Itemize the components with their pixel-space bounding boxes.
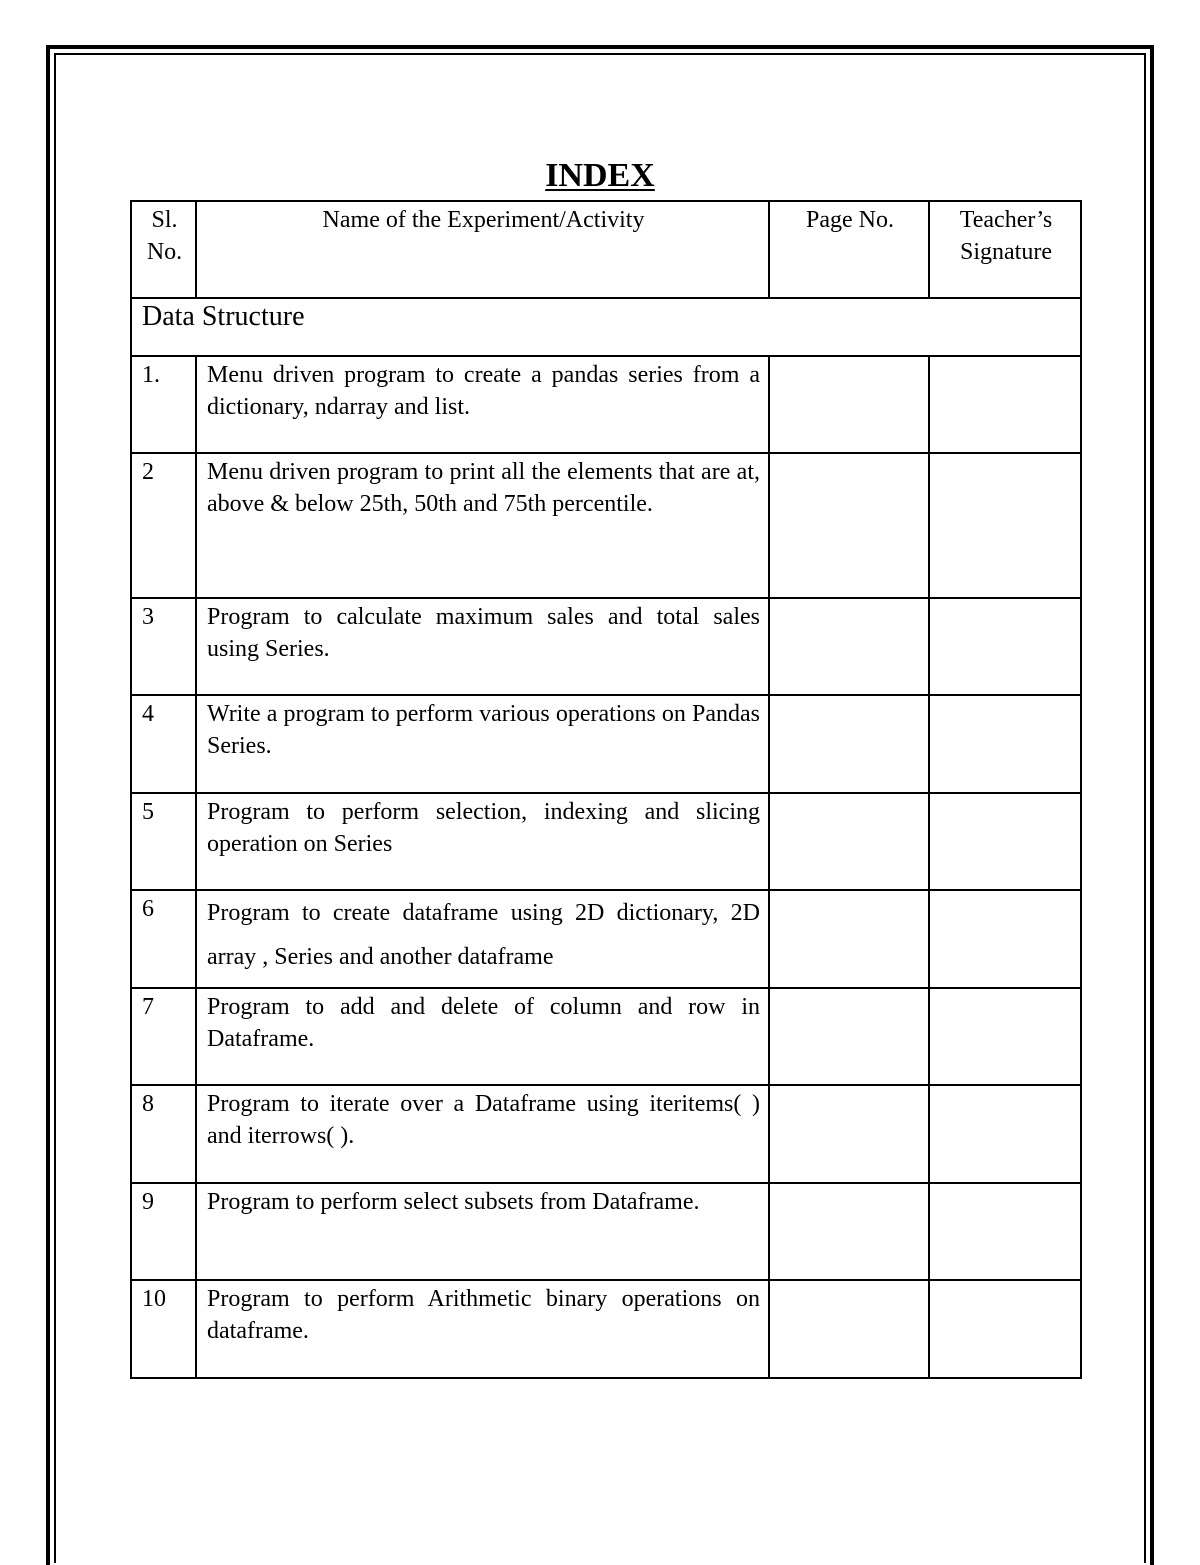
row-signature xyxy=(929,890,1081,988)
header-sl-no: Sl. No. xyxy=(131,201,196,298)
header-teacher-signature: Teacher’s Signature xyxy=(929,201,1081,298)
row-experiment-name: Program to perform selection, indexing and slicing operation on Series xyxy=(196,793,769,890)
row-signature xyxy=(929,356,1081,453)
row-page-no xyxy=(769,1280,929,1378)
row-page-no xyxy=(769,890,929,988)
row-page-no xyxy=(769,356,929,453)
section-heading: Data Structure xyxy=(131,298,1081,356)
row-experiment-name: Program to iterate over a Dataframe using iteritems( ) and iterrows( ). xyxy=(196,1085,769,1183)
row-experiment-name: Write a program to perform various operations on Pandas Series. xyxy=(196,695,769,793)
row-signature xyxy=(929,793,1081,890)
header-page-no: Page No. xyxy=(769,201,929,298)
row-page-no xyxy=(769,598,929,695)
row-signature xyxy=(929,1085,1081,1183)
row-sl-no: 2 xyxy=(131,453,196,598)
row-page-no xyxy=(769,988,929,1085)
row-signature xyxy=(929,1183,1081,1280)
table-row xyxy=(131,453,1081,598)
row-sl-no: 10 xyxy=(131,1280,196,1378)
row-sl-no: 4 xyxy=(131,695,196,793)
row-page-no xyxy=(769,793,929,890)
row-experiment-name: Program to create dataframe using 2D dictionary, 2D array , Series and another dataframe xyxy=(196,890,769,988)
row-sl-no: 6 xyxy=(131,890,196,988)
row-signature xyxy=(929,695,1081,793)
row-sl-no: 8 xyxy=(131,1085,196,1183)
table-row xyxy=(131,598,1081,695)
row-experiment-name: Program to perform select subsets from Dataframe. xyxy=(196,1183,769,1280)
row-experiment-name: Menu driven program to print all the elements that are at, above & below 25th, 50th and 75th percentile. xyxy=(196,453,769,598)
row-signature xyxy=(929,598,1081,695)
row-signature xyxy=(929,988,1081,1085)
table-row xyxy=(131,890,1081,988)
row-signature xyxy=(929,453,1081,598)
table-row xyxy=(131,793,1081,890)
table-row xyxy=(131,1183,1081,1280)
table-row xyxy=(131,1085,1081,1183)
row-signature xyxy=(929,1280,1081,1378)
row-experiment-name: Program to add and delete of column and row in Dataframe. xyxy=(196,988,769,1085)
table-row xyxy=(131,356,1081,453)
row-experiment-name: Program to perform Arithmetic binary operations on dataframe. xyxy=(196,1280,769,1378)
header-row xyxy=(131,201,1081,298)
row-page-no xyxy=(769,1183,929,1280)
row-experiment-name: Program to calculate maximum sales and total sales using Series. xyxy=(196,598,769,695)
row-sl-no: 9 xyxy=(131,1183,196,1280)
table-row xyxy=(131,695,1081,793)
row-experiment-name: Menu driven program to create a pandas series from a dictionary, ndarray and list. xyxy=(196,356,769,453)
row-sl-no: 1. xyxy=(131,356,196,453)
row-page-no xyxy=(769,1085,929,1183)
row-sl-no: 5 xyxy=(131,793,196,890)
table-row xyxy=(131,988,1081,1085)
index-table xyxy=(130,200,1082,1379)
section-row xyxy=(131,298,1081,356)
page-title: INDEX xyxy=(545,157,655,194)
header-experiment-name: Name of the Experiment/Activity xyxy=(196,201,769,298)
row-page-no xyxy=(769,453,929,598)
row-page-no xyxy=(769,695,929,793)
row-sl-no: 3 xyxy=(131,598,196,695)
row-sl-no: 7 xyxy=(131,988,196,1085)
table-row xyxy=(131,1280,1081,1378)
